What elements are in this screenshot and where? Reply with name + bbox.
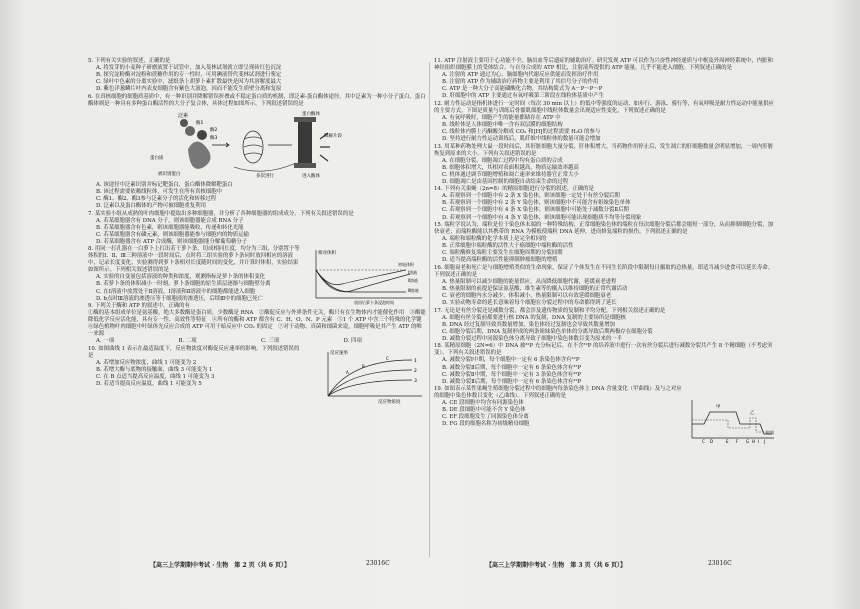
question-19 xyxy=(434,386,778,445)
option-a: A. CE 段细胞中均含有同源染色体 xyxy=(442,400,524,407)
option-a: A. 在细胞分裂、细胞凋亡过程中均有蛋白质的合成 xyxy=(442,157,563,164)
fig-label-enzyme1: 酶1 xyxy=(196,120,204,126)
question-stem: 9. 下列关于酶和 ATP 的叙述中，正确的有 xyxy=(88,303,190,310)
fig-label-enzyme2: 酶2 xyxy=(210,127,218,133)
option-b: B. 探究淀粉酶对淀粉和蔗糖作用的专一性时，可用碘液替代斐林试剂进行鉴定 xyxy=(96,72,282,79)
choice-a: A. 一项 xyxy=(96,338,115,345)
fig-series-jia: 甲 xyxy=(716,405,721,411)
option-a: A. 若某细胞器含有 DNA 分子，则该细胞器能合成 RNA 分子 xyxy=(96,217,244,224)
choice-row xyxy=(88,338,426,345)
fig-point-c: C xyxy=(386,355,389,361)
fig-label-f: F xyxy=(736,439,739,445)
question-8 xyxy=(88,246,426,306)
fig-label-j: J xyxy=(764,439,766,445)
fig-ylabel: 相对体积 xyxy=(318,251,336,257)
option-b: B. 若某细胞器含有色素，则该细胞器能吸收、传递和转化光能 xyxy=(96,224,244,231)
question-11 xyxy=(434,58,778,100)
fig-ylabel: 反应速率 xyxy=(330,350,348,356)
dna-chromosome-figure xyxy=(686,396,778,446)
question-stem: 6. 在真核细胞的细胞质基质中，有一种识别并降解错误折叠或不稳定蛋白质的机制，即泛素-蛋白酶体途径。其中泛素为一种小分子蛋白，蛋白酶体则是一种具有多种蛋白酶活性的大分子复合体，具体过程如图所示。下列叙述错误的是 xyxy=(88,93,426,107)
option-b: B. 线粒体是人体细胞中唯一含有双层膜的细胞结构 xyxy=(442,121,563,128)
question-stem: 15. 端粒学说认为，端粒是位于染色体末端的一种特殊结构，正常细胞染色体的端粒在每次细胞分裂后都会缩短一部分，从而抑制细胞分裂，加快衰老；而端粒酶能以其携带的 RNA 为模板使端粒 DNA 延伸，进而修复端粒的损伤。下列叙述正确的是 xyxy=(434,222,774,236)
option-c: C. 在 B 点适当提高反应温度，曲线 1 可能变为 3 xyxy=(96,374,215,381)
option-b: B. 减数分裂Ⅱ后期，每个细胞中一定有 6 条染色体含有³²P xyxy=(442,364,582,371)
fig-label-target: 被识别蛋白 xyxy=(158,171,181,177)
question-stem: 12. 耐力性运动是指机体进行一定时间（每次 30 min 以上）的低中等强度的运动，如步行、游泳、骑行等，有氧呼吸是耐力性运动中能量供应的主要方式。下图是质量与训练后骨骼肌细胞中线粒体数量会出现适应性变化。下列叙述正确的是 xyxy=(434,100,774,114)
left-code xyxy=(366,560,390,567)
option-a: A. 若观察到一个细胞中有 2 条 X 染色体，则该细胞一定处于有丝分裂后期 xyxy=(442,193,620,200)
paper-code: 23016C xyxy=(366,560,390,567)
fig-curve-3: 3 xyxy=(414,378,417,384)
option-b: B. DNA 经过复制导致其数量增加，染色体经过复制也会导致其数量增加 xyxy=(442,321,615,328)
fig-label-enter: 进入酶体 xyxy=(302,173,320,179)
option-c: C. 若某细胞器含有磷元素，则该细胞器能参与细胞内的物质运输 xyxy=(96,231,249,238)
option-d: D. 实验动物寿命的延长意味着每个细胞在分裂过程中的寿命都得到了延长 xyxy=(442,300,617,307)
question-9 xyxy=(88,303,426,345)
page-divider xyxy=(429,62,430,557)
question-stem: 8. 用同一打孔器在一白萝卜上打出若干萝卜条，切成相同长度，均分为三组，分别置于等体积的Ⅰ、Ⅱ、Ⅲ三种溶液中一段时间后，点时将三组实验的萝卜条同时放回相应的溶液中，记录长度变化，实验测得到萝卜条相对长度随时间的变化，并计算时体积，实验结果如图所示。下列相关叙述错误的是 xyxy=(88,246,300,274)
option-b: B. 注射的 ATP 作为辅助治疗药物主要是利用了其信号分子的作用 xyxy=(442,79,599,86)
question-stem: 11. ATP 注射液主要用于心功能不全、脑出血等后遗症的辅助治疗。研究发现 ATP 可以作为兴奋性神经递质与中枢及外周神经系统中，内脏和神经组织细胞膜上的受体结合。与自身合成的 ATP 相比，注射液所提供的 ATP 能量，几乎不能进入细胞。下列叙述正确的是 xyxy=(434,58,773,72)
ubiquitin-pathway-figure xyxy=(148,109,348,181)
fig-line-label: 初始体积 xyxy=(398,262,414,268)
option-b: B. 若增大酶与底物的接触面，曲线 3 可能变为 1 xyxy=(96,367,213,374)
option-b: B. 若观察到一个细胞中有 2 条 Y 染色体，则该细胞中不可能含有姐妹染色单体 xyxy=(442,200,631,207)
question-stem: 14. 下列有关果蝇（2n=8）的精原细胞进行分裂的叙述，正确的是 xyxy=(434,186,594,193)
question-stem: 17. 无论是有丝分裂还是减数分裂，都会涉及遗传物质的复制和平均分配。下列相关叙述正确的是 xyxy=(434,307,666,314)
option-c: C. 线粒体内膜上丙酮酸分解成 CO₂ 和[H]的过程需要 H₂O 的参与 xyxy=(442,128,601,135)
fig-label-fragment: 降解片段 xyxy=(324,133,342,139)
fig-xlabel: 反应物浓度 xyxy=(378,399,401,405)
question-6 xyxy=(88,94,426,210)
fig-label-g: G xyxy=(746,439,750,445)
option-b: B. 该过程需要依赖线粒体，可发生在所有真核细胞中 xyxy=(96,188,222,195)
choice-c: C. 三项 xyxy=(261,338,280,345)
option-d: D. 减数分裂Ⅱ后期，每个细胞中一定有 6 条染色体含有³²P xyxy=(442,378,582,385)
fig-label-i: I xyxy=(758,439,760,445)
option-a: A. 该途径中泛素识别并标记靶蛋白，蛋白酶体降解靶蛋白 xyxy=(96,181,233,188)
option-c: C. 在Ⅰ溶液中放置处于Ⅱ溶液，Ⅰ溶液和Ⅱ溶液中的细胞都能进入细胞 xyxy=(96,288,256,295)
option-a: A. 若增加反应物浓度，曲线 1 可能变为 2 xyxy=(96,360,197,366)
option-a: A. 有氧呼吸时，细胞产生的能量都储存在 ATP 中 xyxy=(442,114,561,121)
footer-title: 【高三上学期期中考试 · 生物 第 2 页（共 6 页）】 xyxy=(150,562,290,569)
choice-d: D. 四项 xyxy=(343,338,362,345)
option-d: D. 紫色洋葱鳞片叶内表皮细胞含有紫色大液泡，因而不能发生质壁分离和复原 xyxy=(96,86,282,93)
left-footer xyxy=(150,560,290,569)
option-d: D. b点时Ⅲ溶液的渗透压等于细胞液的渗透压，后续Ⅲ中的细胞已死亡 xyxy=(96,295,263,302)
fig-curve-2: 2 xyxy=(414,368,417,374)
reaction-rate-figure xyxy=(316,346,426,404)
question-stem: 16. 细胞衰老和死亡是与细胞增殖类似的生命现象，保证了个体发生在不同生长阶段中限制每日摄取的总热量，即适当减少进食可以延长寿命。下列叙述正确的是 xyxy=(434,264,774,278)
right-page xyxy=(434,58,778,578)
question-stem: 13. 用某种药物处理大鼠一段时间后，其肝脏细胞大量分裂，肝体积增大。当药物作用停止后，发生凋亡的肝细胞数量会明显增加，一周内肝脏恢复到原来的大小。下列有关叙述错误的是 xyxy=(434,143,774,157)
question-stem: 5. 下列有关实验的叙述，正确的是 xyxy=(88,58,171,64)
option-a: A. 实验的自变量包括溶液的种类和浓度，观测指标是萝卜条的体积变化 xyxy=(96,274,266,281)
option-d: D. 坚持进行耐力性运动训练后，肌纤维中线粒体的数量可能会增加 xyxy=(442,136,601,143)
fig-label-e: E xyxy=(726,439,729,445)
fig-label-ubiquitin: 泛素 xyxy=(178,112,189,119)
option-a: A. 热量限制可以减少细胞的能量供应，从而降低细胞代谢，延缓衰老进程 xyxy=(442,278,617,285)
option-a: A. 注射的 ATP 通过为心、脑细胞内代谢反应供能而发挥治疗作用 xyxy=(442,72,599,79)
question-5 xyxy=(88,58,426,93)
option-b: B. 热量限制的前提是保证氨基酸、维生素等的摄入以维持细胞的正常代谢活动 xyxy=(442,286,628,292)
fig-xlabel: 放回后萝卜条浸泡时间 xyxy=(354,300,394,306)
fig-label-h: H xyxy=(752,439,756,445)
fig-label-d: D xyxy=(710,439,714,445)
option-d: D. FG 段的细胞名称为初级精母细胞 xyxy=(442,421,530,428)
option-d: D. 肝细胞中的 ATP 主要通过有氧呼吸第三阶段在线粒体基质中产生 xyxy=(442,93,604,100)
option-a: A. 减数分裂Ⅰ中期，每个细胞中一定有 6 条染色体含有³²P xyxy=(442,357,580,364)
paper-code: 23016C xyxy=(708,560,732,567)
option-c: C. 减数分裂Ⅱ中期，每个细胞中一定有 3 条染色体含有³²P xyxy=(442,371,582,378)
option-c: C. 若观察到一个细胞中有 4 条 X 染色体，则该细胞中可能处于减数分裂Ⅱ后期 xyxy=(442,207,629,214)
option-d: D. 泛素以及蛋白酶体的产物可被细胞重复利用 xyxy=(96,202,206,209)
fig-curve-1: 1 xyxy=(414,358,417,364)
option-a: A. 将发芽的小麦种子研磨液置于试管中，加入斐林试剂就立即呈现砖红色沉淀 xyxy=(96,65,282,72)
choice-b: B. 二项 xyxy=(178,338,197,345)
question-12 xyxy=(434,101,778,143)
option-c: C. 酶1、酶2、酶3参与泛素分子的活化和转移过程 xyxy=(96,195,217,202)
left-page xyxy=(88,58,426,578)
option-d: D. 若观察到一个细胞中有 4 条 Y 染色体，则该细胞可能出现细胞质不均等分裂现象 xyxy=(442,214,642,221)
fig-point-b: B xyxy=(362,363,365,369)
question-17 xyxy=(434,308,778,343)
radish-volume-figure xyxy=(306,246,426,306)
option-a: A. 细胞有丝分裂前都要进行核 DNA 的复制，DNA 复制的主要场所是细胞核 xyxy=(442,314,626,321)
option-c: C. 绿叶中色素的分离实验中，滤纸条上胡萝卜素扩散最快是因为其溶解度最大 xyxy=(96,79,282,86)
fig-series-yi: 乙 xyxy=(750,411,755,417)
fig-curve-3: Ⅲ溶液 xyxy=(408,288,419,294)
question-13 xyxy=(434,144,778,186)
question-14 xyxy=(434,186,778,221)
question-18 xyxy=(434,343,778,385)
fig-point-a: A xyxy=(346,369,349,375)
option-c: C. ATP 是一种大分子高能磷酸化合物，其结构简式为 A－P～P～P xyxy=(442,86,603,93)
option-d: D. 细胞凋亡是由基因控制的细胞自动结束生命的过程 xyxy=(442,178,569,185)
question-stem: 18. 某精原细胞（2N=6）中 DNA 被³²P 充分标记后，在不含³²P 的培养液中进行一次有丝分裂后进行减数分裂共产生 8 个精细胞（不考虑突变）。下列有关叙述错误的是 xyxy=(434,343,773,357)
question-stem: 19. 如图表示某性果蝇生殖细胞分裂过程中的细胞内每条染色体上 DNA 含量变化（甲曲线）及与之对应的细胞中染色体数目变化（乙曲线）。下列叙述正确的是 xyxy=(434,386,682,400)
question-10 xyxy=(88,345,426,405)
fig-label-repeat: 多次进行 xyxy=(256,173,274,179)
option-c: C. 端粒酶修复端粒主要发生在细胞周期的分裂间期 xyxy=(442,250,563,257)
option-b: B. 若萝卜条的体积减小一时刻，萝卜条细胞的原生质层逐渐与细胞壁分离 xyxy=(96,281,271,288)
option-c: C. EF 段细胞发生了同源染色体分离 xyxy=(442,414,529,421)
footer-title: 【高三上学期期中考试 · 生物 第 3 页（共 6 页）】 xyxy=(486,562,626,569)
option-d: D. 减数分裂过程中同源染色体分离导致子细胞中染色体数目变为原来的一半 xyxy=(442,335,623,342)
question-7 xyxy=(88,211,426,246)
question-stem: 10. 如图曲线 1 表示在最适温度下，反应物浓度对酶促反应速率的影响。下列叙述错误的是 xyxy=(88,345,300,359)
option-a: A. 端粒和端粒酶的化学本质上是完全相同的 xyxy=(442,236,547,243)
question-15 xyxy=(434,222,778,264)
option-c: C. 衰老的细胞内水分减少，体积减小，热量限制可以有效延缓细胞衰老 xyxy=(442,293,612,300)
right-footer xyxy=(486,560,626,569)
fig-label-protein: 蛋白质 xyxy=(150,155,164,161)
option-c: C. 机体通过调节细胞增殖和凋亡速率来维持器官正常大小 xyxy=(442,171,579,178)
option-b: B. 细胞体积增大，其相对表面积越高，物质运输效率越高 xyxy=(442,164,579,171)
fig-curve-1: Ⅰ溶液 xyxy=(408,270,418,276)
right-code xyxy=(708,560,732,567)
option-c: C. 细胞分裂后期，DNA 复制形成的两条姐妹染色单体的分离导致后期两极存在细胞分裂 xyxy=(442,328,653,335)
fig-curve-2: Ⅱ溶液 xyxy=(408,278,418,284)
option-b: B. 正常细胞中端粒酶的活性大于癌细胞中端粒酶的活性 xyxy=(442,243,574,250)
option-d: D. 适当提高端粒酶的活性能抑制肿瘤细胞的增殖 xyxy=(442,257,558,264)
statement-list: ①酶的基本组成单位是氨基酸，绝大多数酶是蛋白质，少数酶是 RNA ②酶促反应与外界条件无关，酶只有在生物体内才能催化作用 ③酶能降低化学反应活化能，具有专一性、高效性等特征 ④所有的酶和 ATP 都含有 C、H、O、N、P 元素 ⑤1 个 ATP 中含三个特殊的化学键 ⑥绿色植物叶肉细胞中叶绿体光反应合成的 ATP 可用于暗反应中 CO₂ 的固定 ⑦对于动物、真菌和细菌来说，细胞呼吸是其产生 ATP 的唯一来源 xyxy=(88,310,427,338)
fig-xlabel: 时间 xyxy=(766,430,774,436)
option-d: D. 若适当提高反应温度，曲线 1 可能变为 5 xyxy=(96,381,202,388)
fig-label-proteasome: 蛋白酶体 xyxy=(302,111,320,117)
fig-label-c: C xyxy=(702,439,705,445)
option-d: D. 若某细胞器含有 ATP 合成酶，则该细胞器能分解葡萄糖分子 xyxy=(96,238,248,245)
option-b: B. DE 段细胞中可能不含 Y 染色体 xyxy=(442,407,526,414)
question-16 xyxy=(434,265,778,307)
fig-label-enzyme3: 酶3 xyxy=(210,135,218,141)
question-stem: 7. 某实验小组从成熟的叶肉细胞中提取出多种细胞器，并分析了各种细胞器的组成成分。下列有关叙述错误的是 xyxy=(88,210,354,217)
